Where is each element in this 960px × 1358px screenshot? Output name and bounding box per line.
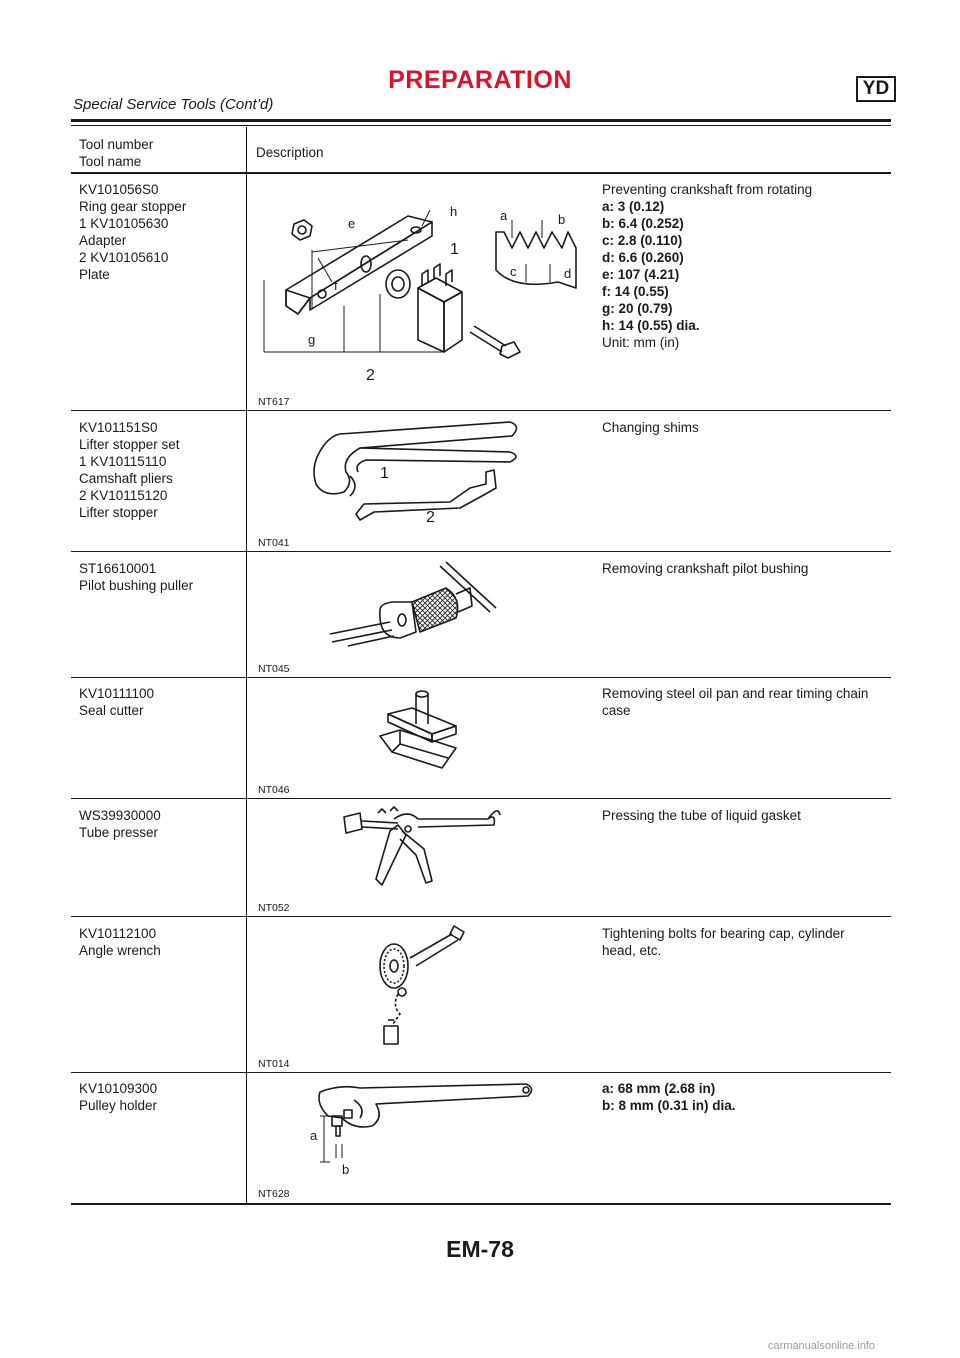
figure-code: NT045 [258,663,290,675]
row-divider [71,410,891,411]
page-title: PREPARATION [388,66,572,94]
tool-number-name: WS39930000 Tube presser [79,808,161,840]
tool-specs: a: 68 mm (2.68 in) b: 8 mm (0.31 in) dia. [602,1081,736,1113]
figure-code: NT617 [258,396,290,408]
column-header-tool: Tool number Tool name [79,137,154,169]
header-rule-thick [71,119,891,122]
watermark: carmanualsonline.info [768,1340,876,1352]
column-header-rule [71,172,891,174]
dimension-label-g: g [308,332,316,347]
page-subtitle: Special Service Tools (Cont’d) [73,96,274,113]
row-divider [71,916,891,917]
tool-description: Pressing the tube of liquid gasket [602,808,801,823]
part-number-1: 1 [380,465,389,482]
figure-code: NT628 [258,1188,290,1200]
dimension-label-a: a [500,208,508,223]
dimension-label-c: c [510,264,517,279]
tool-number-name: KV10112100 Angle wrench [79,926,161,958]
pilot-bushing-puller-figure [320,558,520,654]
figure-code: NT052 [258,902,290,914]
column-divider [246,127,247,1204]
tool-number-name: KV10109300 Pulley holder [79,1081,158,1113]
figure-code: NT014 [258,1058,290,1070]
header-rule-thin [71,125,891,126]
dimension-label-b: b [558,212,566,227]
ring-gear-stopper-figure [258,190,588,390]
dimension-label-d: d [564,266,572,281]
row-divider [71,551,891,552]
figure-code: NT041 [258,537,290,549]
page-number: EM-78 [446,1236,514,1262]
row-divider [71,677,891,678]
tube-presser-figure [338,805,504,891]
part-number-1: 1 [450,241,459,258]
dimension-label-h: h [450,204,458,219]
lifter-stopper-set-figure [300,414,530,526]
tool-description: Removing steel oil pan and rear timing chain case [602,686,869,718]
part-number-2: 2 [366,367,375,384]
tool-description: Preventing crankshaft from rotating [602,182,813,197]
angle-wrench-figure [366,922,472,1048]
tool-number-name: KV101056S0 Ring gear stopper 1 KV10105630 Adapter 2 KV10105610 Plate [79,182,187,282]
tool-number-name: KV101151S0 Lifter stopper set 1 KV10115110 Camshaft pliers 2 KV10115120 Lifter stopper [79,420,180,520]
pulley-holder-figure [300,1082,540,1178]
part-number-2: 2 [426,509,435,526]
tool-specs: a: 3 (0.12) b: 6.4 (0.252) c: 2.8 (0.110) d: 6.6 (0.260) e: 107 (4.21) f: 14 (0.55) g: 20 (0.79) h: 14 (0.55) dia. [602,199,700,333]
tool-number-name: KV10111100 Seal cutter [79,686,155,718]
engine-badge: YD [856,76,896,102]
column-header-description: Description [256,145,324,160]
dimension-label-f: f [334,278,338,293]
tool-description: Removing crankshaft pilot bushing [602,561,809,576]
dimension-label-e: e [348,216,356,231]
tool-unit: Unit: mm (in) [602,335,680,350]
tool-description: Changing shims [602,420,699,435]
tool-number-name: ST16610001 Pilot bushing puller [79,561,194,593]
dimension-label-b: b [342,1162,350,1177]
seal-cutter-figure [372,686,468,772]
dimension-label-a: a [310,1128,318,1143]
row-divider [71,798,891,799]
figure-code: NT046 [258,784,290,796]
row-divider [71,1072,891,1073]
table-bottom-rule [71,1203,891,1205]
tool-description: Tightening bolts for bearing cap, cylinder head, etc. [602,926,845,958]
